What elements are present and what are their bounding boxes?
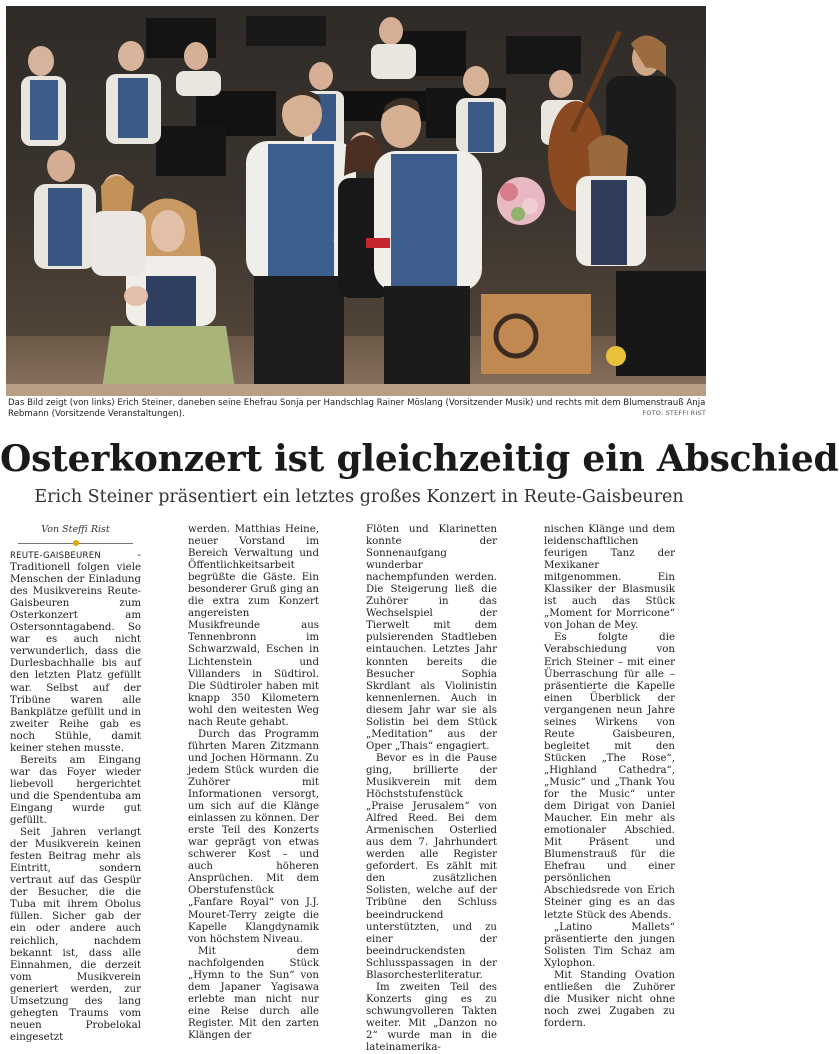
article-paragraph: werden. Matthias Heine, neuer Vorstand im Bereich Verwaltung und Öffentlichkeitsarbeit begrüßte die Gäste. Ein besonderer Gruß ging an die extra zum Konzert angereisten Musikfreunde aus Tennenbronn im Schwarzwald, Eschen in Lichtenstein und Villanders in Südtirol. Die Südtiroler haben mit knapp 350 Kilometern wohl den weitesten Weg nach Reute gehabt. bbox=[188, 524, 319, 728]
article-paragraph: Durch das Programm führten Maren Zitzmann und Jochen Hörmann. Zu jedem Stück wurden die Zuhörer mit Informationen versorgt, um sich auf die Klänge einlassen zu können. Der erste Teil des Konzerts war geprägt von etwas schwerer Kost – und auch höheren Ansprüchen. Mit dem Oberstufenstück „Fanfare Royal“ von J.J. Mouret-Terry zeigte die Kapelle Klangdynamik von höchstem Niveau. bbox=[188, 728, 319, 945]
article-paragraph: Mit Standing Ovation entließen die Zuhörer die Musiker nicht ohne noch zwei Zugaben zu fordern. bbox=[544, 969, 675, 1029]
article-headline: Osterkonzert ist gleichzeitig ein Abschied bbox=[0, 438, 839, 480]
byline: Von Steffi Rist bbox=[41, 524, 110, 535]
article-paragraph: Bevor es in die Pause ging, brillierte der Musikverein mit dem Höchststufenstück „Praise Jerusalem“ von Alfred Reed. Bei dem Armenischen Osterlied aus dem 7. Jahrhundert werden alle Register gefordert. Es zählt mit den zusätzlichen Solisten, welche auf der Tribüne den Schluss beeindruckend unterstützten, und zu einer der beeindruckendsten Schlusspassagen in der Blasorchesterliteratur. bbox=[366, 752, 497, 981]
article-column-2 bbox=[188, 524, 319, 1042]
paragraph-text: - Traditionell folgen viele Menschen der Einladung des Musikvereins Reute-Gaisbeuren zum Osterkonzert am Ostersonntagabend. So war es auch nicht verwunderlich, dass die Durlesbachhalle bis auf den letzten Platz gefüllt war. Selbst auf der Tribüne waren alle Bankplätze gefüllt und in zweiter Reihe gab es noch Stühle, damit keiner stehen musste. bbox=[10, 550, 141, 754]
article-paragraph: Flöten und Klarinetten konnte der Sonnenaufgang wunderbar nachempfunden werden. Die Steigerung ließ die Zuhörer in das Wechselspiel der Tierwelt mit dem pulsierenden Stadtleben eintauchen. Letztes Jahr konnten bereits die Besucher Sophia Skrdlant als Violinistin kennenlernen. Auch in diesem Jahr war sie als Solistin bei dem Stück „Meditation“ aus der Oper „Thais“ engagiert. bbox=[366, 524, 497, 752]
article-subheadline: Erich Steiner präsentiert ein letztes großes Konzert in Reute-Gaisbeuren bbox=[34, 487, 684, 507]
article-paragraph: Bereits am Eingang war das Foyer wieder liebevoll hergerichtet und die Spendentuba am Eingang wurde gut gefüllt. bbox=[10, 754, 141, 827]
article-column-4 bbox=[544, 524, 675, 1030]
article-column-1 bbox=[10, 524, 141, 1044]
article-paragraph: Es folgte die Verabschiedung von Erich Steiner – mit einer Überraschung für alle – präsentierte die Kapelle einen Überblick der vergangenen neun Jahre seines Wirkens von Reute Gaisbeuren, begleitet mit den Stücken „The Rose“, „Highland Cathedra“, „Music“ und „Thank You for the Music“ unter dem Dirigat von Daniel Maucher. Ein mehr als emotionaler Abschied. Mit Präsent und Blumenstrauß für die Ehefrau und einer persönlichen Abschiedsrede von Erich Steiner ging es an das letzte Stück des Abends. bbox=[544, 632, 675, 921]
byline-divider bbox=[10, 540, 141, 548]
concert-photo bbox=[6, 6, 706, 396]
article-paragraph bbox=[10, 550, 141, 755]
byline-dot-icon bbox=[73, 540, 79, 546]
article-paragraph: Mit dem nachfolgenden Stück „Hymn to the Sun“ von dem Japaner Yagisawa erlebte man nicht nur eine Reise durch alle Register. Mit den zarten Klängen der bbox=[188, 945, 319, 1041]
dateline: REUTE-GAISBEUREN bbox=[10, 551, 101, 561]
photo-credit: FOTO: STEFFI RIST bbox=[642, 409, 706, 417]
concert-photo-illustration bbox=[6, 6, 706, 396]
article-paragraph: Im zweiten Teil des Konzerts ging es zu schwungvolleren Takten weiter. Mit „Danzon no 2“ wurde man in die lateinamerika- bbox=[366, 981, 497, 1054]
article-paragraph: Seit Jahren verlangt der Musikverein keinen festen Beitrag mehr als Eintritt, sondern vertraut auf das Gespür der Besucher, die die Tuba mit ihrem Obolus füllen. Sicher gab der ein oder andere auch reichlich, nachdem bekannt ist, dass alle Einnahmen, die derzeit vom Musikverein generiert werden, zur Umsetzung des lang gehegten Traums vom neuen Probelokal eingesetzt bbox=[10, 827, 141, 1043]
article-paragraph: „Latino Mallets“ präsentierte den jungen Solisten Tim Schaz am Xylophon. bbox=[544, 921, 675, 969]
article-paragraph: nischen Klänge und dem leidenschaftlichen feurigen Tanz der Mexikaner mitgenommen. Ein Klassiker der Blasmusik ist auch das Stück „Moment for Morricone“ von Johan de Mey. bbox=[544, 524, 675, 632]
article-column-3 bbox=[366, 524, 497, 1054]
photo-caption: Das Bild zeigt (von links) Erich Steiner, daneben seine Ehefrau Sonja per Handschlag Rainer Möslang (Vorsitzender Musik) und rechts mit dem Blumenstrauß Anja Rebmann (Vorsitzende Veranstaltungen). bbox=[8, 398, 706, 419]
